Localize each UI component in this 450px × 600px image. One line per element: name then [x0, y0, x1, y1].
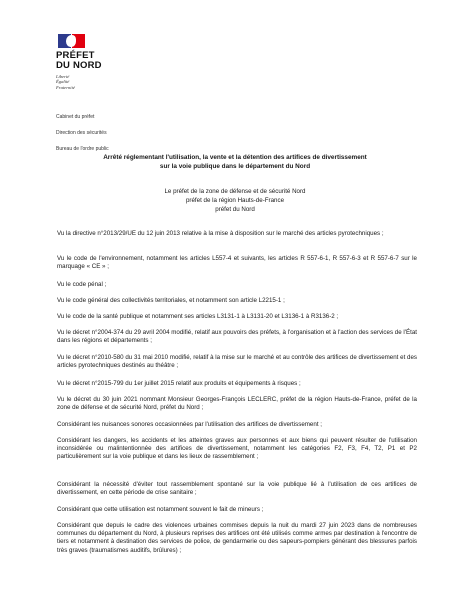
- visa-paragraph: Vu le décret n°2004-374 du 29 avril 2004 modifié, relatif aux pouvoirs des préfets, à l'organisation et à l'action des services de l'État dans les régions et départements ;: [57, 329, 417, 345]
- prefecture-logo: [56, 34, 116, 90]
- issuing-services: [56, 109, 109, 157]
- prefect-block: [40, 187, 430, 214]
- visa-paragraph: Vu le décret n°2010-580 du 31 mai 2010 modifié, relatif à la mise sur le marché et au contrôle des artifices de divertissement et des articles pyrotechniques destinés au théâtre ;: [57, 354, 417, 370]
- service-line: Cabinet du préfet: [56, 114, 95, 120]
- motto-line3: Fraternité: [56, 84, 75, 90]
- considering-paragraph: Considérant la nécessité d'éviter tout rassemblement spontané sur la voie publique lié à l'utilisation de ces artifices de divertissement, en cette période de crise sanitaire ;: [57, 481, 417, 497]
- motto-line1: Liberté: [56, 74, 70, 79]
- republic-motto: [56, 74, 116, 90]
- logo-title: [56, 51, 116, 71]
- considering-paragraph: Considérant les dangers, les accidents et les atteintes graves aux personnes et aux biens qui peuvent résulter de l'utilisation inconsidérée ou malintentionnée des artifices de divertissement, notamment les catégories F2, F3, F4, T2, P1 et P2 particulièrement sur la voie publique et dans les lieux de rassemblement ;: [57, 437, 417, 461]
- service-line: Bureau de l'ordre public: [56, 146, 109, 152]
- visa-paragraph: Vu le code de la santé publique et notamment ses articles L3131-1 à L3131-20 et L3136-1 à R3136-2 ;: [57, 313, 339, 320]
- logo-title-line2: DU NORD: [56, 60, 102, 71]
- decree-title-line1: Arrêté réglementant l'utilisation, la vente et la détention des artifices de divertissement: [103, 154, 367, 161]
- visa-paragraph: Vu le décret du 30 juin 2021 nommant Monsieur Georges-François LECLERC, préfet de la région Hauts-de-France, préfet de la zone de défense et de sécurité Nord, préfet du Nord ;: [57, 396, 417, 412]
- decree-title-line2: sur la voie publique dans le département du Nord: [159, 163, 311, 170]
- visa-paragraph: Vu le décret n°2015-799 du 1er juillet 2015 relatif aux produits et équipements à risques ;: [57, 380, 301, 387]
- motto-line2: Égalité: [56, 79, 70, 85]
- decree-title: [40, 153, 430, 171]
- prefect-line: préfet du Nord: [215, 206, 255, 213]
- logo-title-line1: PRÉFET: [56, 50, 95, 61]
- visa-paragraph: Vu le code pénal ;: [57, 281, 107, 288]
- prefect-line: préfet de la région Hauts-de-France: [185, 197, 285, 204]
- marianne-icon: [58, 34, 86, 48]
- considering-paragraph: Considérant que depuis le cadre des violences urbaines commises depuis la nuit du mardi 27 juin 2023 dans de nombreuses communes du département du Nord, à plusieurs reprises des artifices ont été utilisés comme armes par destination à l'encontre de tiers et notamment à destination des services de police, de gendarmerie ou des sapeurs-pompiers générant des blessures parfois très graves (traumatismes auditifs, brûlures) ;: [57, 522, 417, 554]
- visa-paragraph: Vu le code général des collectivités territoriales, et notamment son article L2215-1 ;: [57, 297, 285, 304]
- visa-paragraph: Vu le code de l'environnement, notamment les articles L557-4 et suivants, les articles R 557-6-1, R 557-6-3 et R 557-6-7 sur le marquage « CE » ;: [57, 255, 417, 271]
- considering-paragraph: Considérant que cette utilisation est notamment souvent le fait de mineurs ;: [57, 506, 264, 513]
- service-line: Direction des sécurités: [56, 130, 107, 136]
- visa-paragraph: Vu la directive n°2013/29/UE du 12 juin 2013 relative à la mise à disposition sur le marché des articles pyrotechniques ;: [57, 230, 384, 237]
- prefect-line: Le préfet de la zone de défense et de sécurité Nord: [164, 188, 306, 195]
- considering-paragraph: Considérant les nuisances sonores occasionnées par l'utilisation des artifices de divertissement ;: [57, 421, 322, 428]
